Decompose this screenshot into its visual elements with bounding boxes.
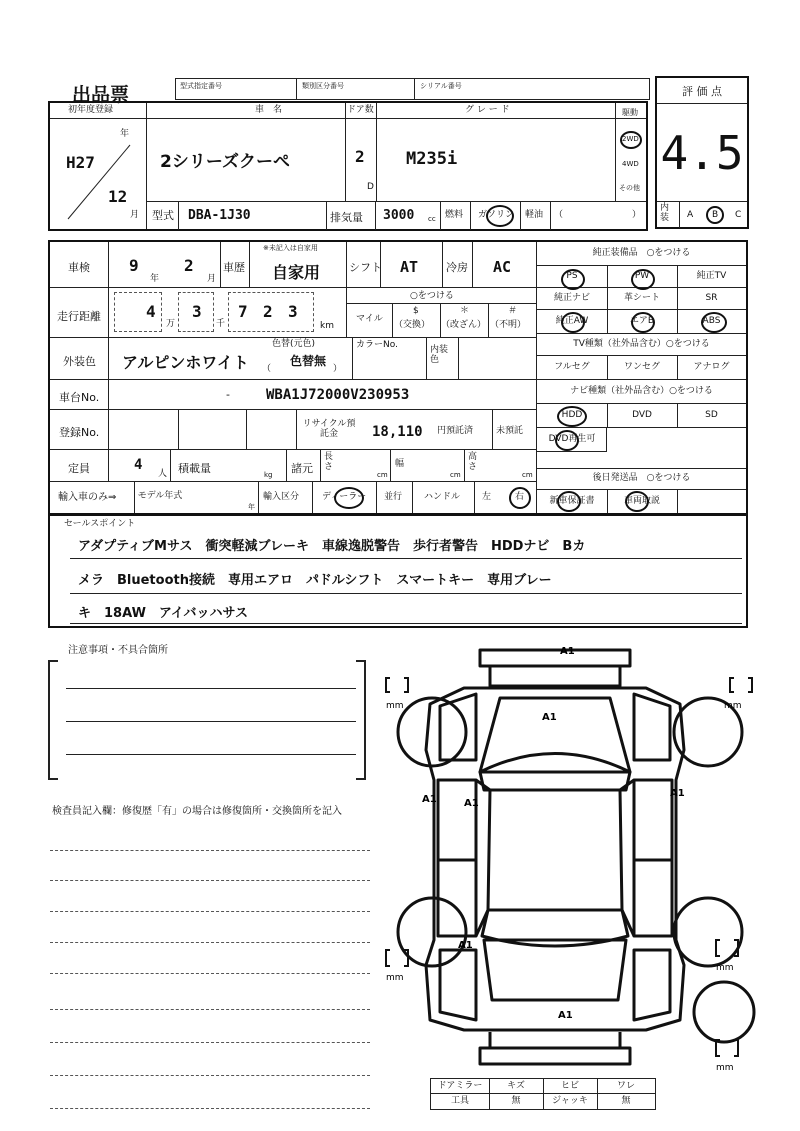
chassis-label: 車台No. xyxy=(59,391,100,404)
color-label: 外装色 xyxy=(63,355,96,368)
width-unit: cm xyxy=(450,471,461,479)
navi-dvd: DVD xyxy=(632,410,652,421)
model-label: 型式 xyxy=(152,209,174,222)
recycle-paid: 円預託済 xyxy=(437,426,474,436)
recycle-label: リサイクル預託金 xyxy=(302,419,356,439)
history-label: 車歴 xyxy=(223,261,245,274)
main-info-block xyxy=(48,240,748,515)
mileage-unknown: （不明） xyxy=(490,320,527,330)
sales-label: セールスポイント xyxy=(64,519,136,529)
mileage-digit-2: 3 xyxy=(192,302,202,321)
damage-mark: A1 xyxy=(458,940,473,951)
legend-scratch: キズ xyxy=(507,1080,525,1091)
navi-sd: SD xyxy=(705,410,718,421)
mm-label-4: mm xyxy=(716,963,734,973)
ac-value: AC xyxy=(493,258,512,276)
import-label: 輸入車のみ⇒ xyxy=(58,492,117,503)
type-cert-label: 型式指定番号 xyxy=(180,82,222,90)
interior-grade-c: C xyxy=(735,210,742,220)
car-name: 2シリーズクーペ xyxy=(160,152,290,172)
navi-hdd: HDD xyxy=(561,410,583,421)
import-parallel: 並行 xyxy=(384,492,403,502)
height-unit: cm xyxy=(522,471,533,479)
tv-oneseg: ワンセグ xyxy=(623,362,660,373)
displacement-label: 排気量 xyxy=(330,211,363,224)
name-label: 車 名 xyxy=(255,105,283,115)
chassis-dash: - xyxy=(226,388,230,401)
equip-aw: 純正AW xyxy=(555,316,589,327)
mm-label-5: mm xyxy=(716,1063,734,1073)
doors-d: D xyxy=(367,182,374,192)
repaint-label: 色替(元色) xyxy=(272,339,316,349)
tv-fullseg: フルセグ xyxy=(554,362,590,373)
mileage-digit-5: 3 xyxy=(288,302,298,321)
equip-navi: 純正ナビ xyxy=(553,293,590,304)
fuel-gasoline: ガソリン xyxy=(478,210,515,220)
mileage-unknown-symbol: ＃ xyxy=(508,306,518,316)
equip-aw-circle xyxy=(561,312,585,333)
paren-open: （ xyxy=(554,210,564,220)
shaken-year-unit: 年 xyxy=(150,274,160,284)
docs-manual: 車両取説 xyxy=(623,495,660,506)
mileage-label: 走行距離 xyxy=(57,310,101,323)
legend-tools: 工具 xyxy=(450,1095,469,1106)
handle-left: 左 xyxy=(482,492,492,502)
shaken-month: 2 xyxy=(184,256,194,275)
displacement-unit: cc xyxy=(428,215,436,223)
drive-2wd-circle xyxy=(620,131,642,149)
equipment-panel xyxy=(537,242,746,513)
class-label: 類別区分番号 xyxy=(302,82,344,90)
registration-label: 登録No. xyxy=(59,426,100,439)
legend-crack: ヒビ xyxy=(560,1080,579,1091)
mileage-digit-3: 7 xyxy=(238,302,248,321)
interior-grade-circle xyxy=(706,206,724,224)
height-label: 高さ xyxy=(468,452,478,472)
equip-sr: SR xyxy=(705,293,718,304)
car-diagram xyxy=(380,640,760,1080)
drive-other: その他 xyxy=(619,184,640,192)
interior-grade-label: 内装 xyxy=(660,203,670,223)
mileage-unit: km xyxy=(320,321,334,331)
import-dealer: ディーラー xyxy=(322,492,367,502)
sales-line-2: メラ Bluetooth接続 専用エアロ パドルシフト スマートキー 専用ブレー xyxy=(78,573,552,588)
sales-line-1: アダプティブMサス 衝突軽減ブレーキ 車線逸脱警告 歩行者警告 HDDナビ Bカ xyxy=(78,539,586,554)
ac-label: 冷房 xyxy=(446,261,468,274)
grade-label: グ レ ー ド xyxy=(465,105,510,115)
import-class-label: 輸入区分 xyxy=(263,492,300,502)
shaken-label: 車検 xyxy=(68,261,90,274)
mm-label-3: mm xyxy=(386,973,404,983)
header-codes-row xyxy=(175,78,650,100)
recycle-value: 18,110 xyxy=(372,424,423,440)
model-year-label: モデル年式 xyxy=(137,491,183,502)
equip-airbag-circle xyxy=(631,312,655,333)
paren-close: ） xyxy=(632,210,642,220)
sales-line-3: キ 18AW アイバッハサス xyxy=(78,606,248,621)
displacement-value: 3000 xyxy=(383,208,415,223)
docs-manual-circle xyxy=(625,491,649,512)
shift-label: シフト xyxy=(349,261,382,274)
interior-color-label: 内装色 xyxy=(430,345,449,365)
model-year-unit: 年 xyxy=(248,503,255,511)
navi-title: ナビ種類（社外品含む）○をつける xyxy=(537,380,746,404)
year-unit: 年 xyxy=(120,129,130,139)
drive-2wd: 2WD xyxy=(622,135,639,143)
color-no-label: カラーNo. xyxy=(356,340,398,350)
docs-warranty: 新車保証書 xyxy=(549,495,595,506)
month-unit: 月 xyxy=(130,210,140,220)
legend-jack: ジャッキ xyxy=(552,1095,588,1106)
legend-table xyxy=(430,1078,656,1110)
dvd-play: DVD再生可 xyxy=(548,434,596,445)
mileage-mile: マイル xyxy=(356,314,383,324)
equip-airbag: エアB xyxy=(629,316,655,327)
mileage-exchange-symbol: $ xyxy=(413,306,419,316)
mm-label-1: mm xyxy=(386,701,404,711)
tv-analog: アナログ xyxy=(693,362,730,373)
legend-mirror: ドアミラー xyxy=(437,1080,483,1091)
shaken-month-unit: 月 xyxy=(207,274,217,284)
damage-mark: A1 xyxy=(670,788,685,799)
serial-label: シリアル番号 xyxy=(420,82,462,90)
capacity-value: 4 xyxy=(134,457,143,473)
mileage-man: 万 xyxy=(166,319,176,329)
recycle-unpaid: 未預託 xyxy=(496,426,524,436)
load-unit: kg xyxy=(264,471,273,479)
history-note: ※未記入は自家用 xyxy=(263,244,318,252)
notes-title: 注意事項・不具合箇所 xyxy=(68,645,168,656)
handle-right-circle xyxy=(509,487,531,509)
capacity-label: 定員 xyxy=(68,462,90,475)
inspector-title: 検査員記入欄：修復歴「有」の場合は修復箇所・交換箇所を記入 xyxy=(52,806,342,817)
dvd-play-circle xyxy=(555,430,579,451)
docs-title: 後日発送品 ○をつける xyxy=(537,468,746,490)
mileage-digit-4: 2 xyxy=(263,302,273,321)
sales-points xyxy=(48,514,748,628)
doors-value: 2 xyxy=(355,147,365,166)
repaint-paren-close: ） xyxy=(333,364,343,374)
drive-options xyxy=(616,120,648,200)
drive-4wd: 4WD xyxy=(622,160,639,168)
score-value: 4.5 xyxy=(660,126,744,180)
diesel-label: 軽油 xyxy=(525,210,544,220)
chassis-value: WBA1J72000V230953 xyxy=(266,387,410,403)
repaint-value: 色替無 xyxy=(290,354,327,368)
drive-label: 駆動 xyxy=(622,108,638,117)
width-label: 幅 xyxy=(395,459,405,469)
equip-pw: PW xyxy=(634,271,650,282)
mileage-tamper: （改ざん） xyxy=(441,320,487,330)
first-reg-slash xyxy=(60,141,140,221)
equip-ps: PS xyxy=(566,271,578,282)
dims-label: 諸元 xyxy=(291,462,313,475)
first-reg-label: 初年度登録 xyxy=(68,105,114,115)
repaint-paren-open: （ xyxy=(262,364,272,374)
legend-jack-value: 無 xyxy=(621,1095,631,1106)
equip-abs-circle xyxy=(701,312,727,333)
mileage-exchange: （交換） xyxy=(394,320,431,330)
tv-title: TV種類（社外品含む）○をつける xyxy=(537,334,746,356)
import-dealer-circle xyxy=(334,487,364,509)
length-label: 長さ xyxy=(324,452,334,472)
equip-leather: 革シート xyxy=(623,293,660,304)
equip-tv: 純正TV xyxy=(696,271,727,282)
equip-pw-circle xyxy=(631,269,655,290)
fuel-gasoline-circle xyxy=(486,205,514,227)
mileage-digit-1: 4 xyxy=(146,302,156,321)
shaken-year: 9 xyxy=(129,256,139,275)
capacity-unit: 人 xyxy=(158,469,168,479)
shift-value: AT xyxy=(400,258,419,276)
mileage-digits xyxy=(108,288,348,338)
score-label: 評 価 点 xyxy=(657,78,747,104)
doors-label: ドア数 xyxy=(347,105,374,115)
interior-grade-a: A xyxy=(687,210,694,220)
damage-mark: A1 xyxy=(422,794,437,805)
score-box xyxy=(655,76,749,229)
equipment-title: 純正装備品 ○をつける xyxy=(537,242,746,266)
first-reg-month: 12 xyxy=(108,187,128,206)
notes-box xyxy=(48,660,370,790)
legend-tools-value: 無 xyxy=(511,1095,521,1106)
length-unit: cm xyxy=(377,471,388,479)
equip-abs: ABS xyxy=(702,316,721,327)
legend-break: ワレ xyxy=(616,1080,635,1091)
mileage-tamper-symbol: ＊ xyxy=(460,306,470,316)
history-value: 自家用 xyxy=(272,263,321,282)
damage-mark: A1 xyxy=(558,1010,573,1021)
navi-hdd-circle xyxy=(557,406,587,427)
load-label: 積載量 xyxy=(178,462,211,475)
handle-right: 右 xyxy=(515,492,525,502)
equip-ps-circle xyxy=(561,269,585,290)
vehicle-block xyxy=(48,101,648,231)
docs-warranty-circle xyxy=(557,491,581,512)
grade-value: M235i xyxy=(406,149,458,169)
color-value: アルピンホワイト xyxy=(122,353,249,372)
damage-mark: A1 xyxy=(464,798,479,809)
mileage-circle-note: ○をつける xyxy=(410,291,454,301)
first-reg-year: H27 xyxy=(66,153,95,172)
form-title: 出品票 xyxy=(72,84,130,106)
model-value: DBA-1J30 xyxy=(188,208,251,223)
interior-grade-b: B xyxy=(712,210,719,220)
mm-label-2: mm xyxy=(724,701,742,711)
mileage-sen: 千 xyxy=(216,319,226,329)
fuel-label: 燃料 xyxy=(445,210,464,220)
damage-mark: A1 xyxy=(560,646,575,657)
handle-label: ハンドル xyxy=(424,492,461,502)
damage-mark: A1 xyxy=(542,712,557,723)
